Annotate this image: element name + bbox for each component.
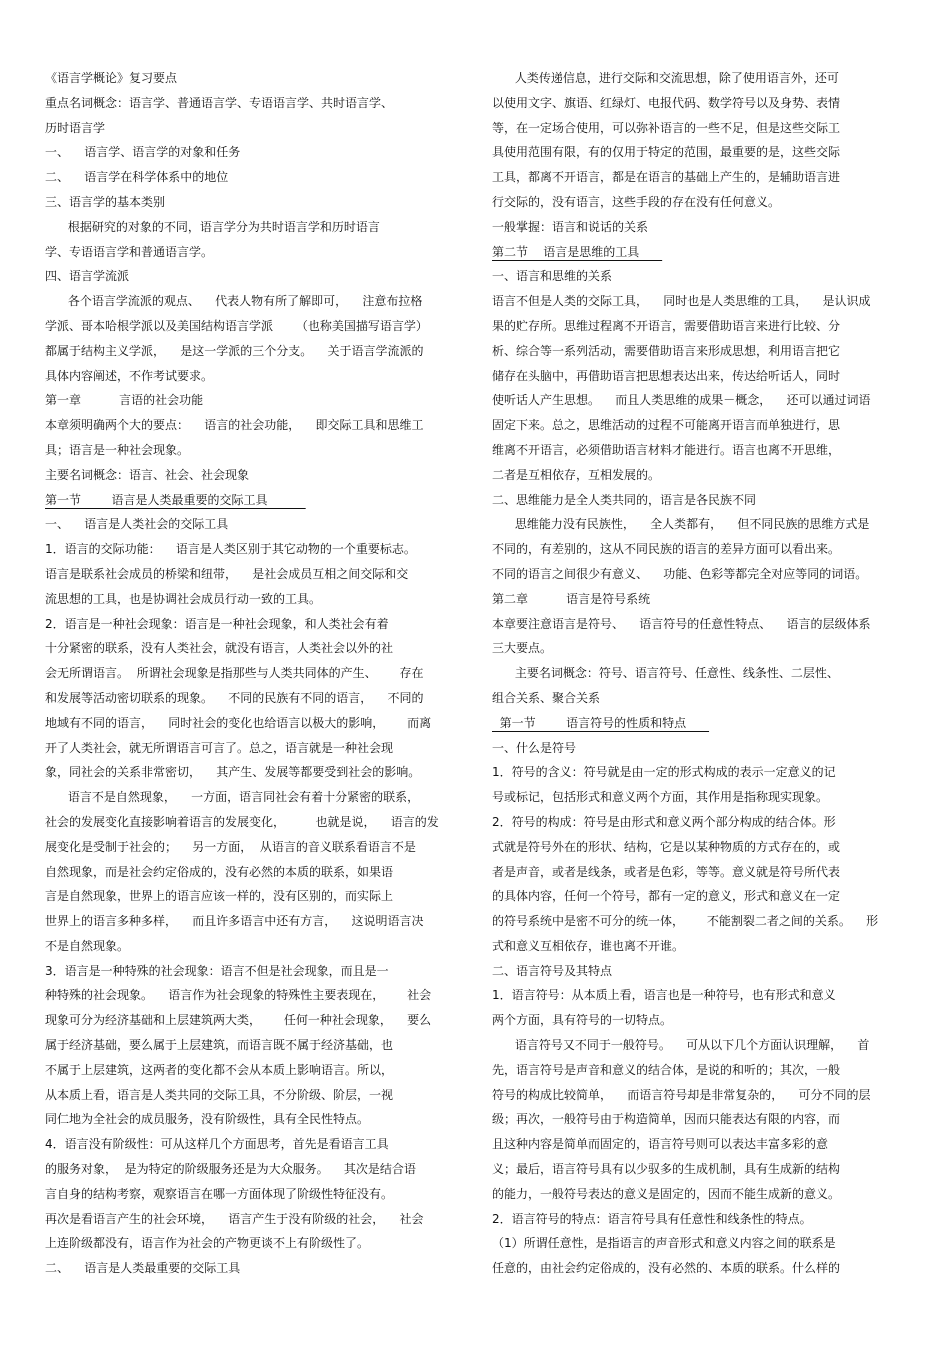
text-line: 者是声音，或者是线条，或者是色彩，等等。意义就是符号所代表	[492, 864, 841, 879]
text-line: 析、综合等一系列活动，需要借助语言来形成思想，利用语言把它	[492, 343, 841, 358]
text-line: 不属于上层建筑，这两者的变化都不会从本质上影响语言。所以，	[45, 1062, 394, 1077]
text-line: 2．语言符号的特点：语言符号具有任意性和线条性的特点。	[492, 1211, 812, 1226]
text-line: 维离不开语言，必须借助语言材料才能进行。语言也离不开思维，	[492, 442, 841, 457]
text-line: 世界上的语言多种多样， 而且许多语言中还有方言， 这说明语言决	[45, 914, 424, 929]
text-line: 第一章 言语的社会功能	[45, 393, 204, 408]
text-line: 式和意义互相依存，谁也离不开谁。	[492, 938, 685, 953]
text-line: 任意的，由社会约定俗成的，没有必然的、本质的联系。什么样的	[492, 1261, 841, 1276]
text-line: 不是自然现象。	[45, 938, 130, 953]
text-line: 储存在头脑中，再借助语言把思想表达出来，传达给听话人，同时	[492, 368, 841, 383]
text-line: 和发展等活动密切联系的现象。 不同的民族有不同的语言， 不同的	[45, 690, 424, 705]
text-line: 种特殊的社会现象。 语言作为社会现象的特殊性主要表现在， 社会	[45, 988, 432, 1003]
text-line: 本章须明确两个大的要点： 语言的社会功能， 即交际工具和思维工	[45, 418, 424, 433]
text-line: 地域有不同的语言， 同时社会的变化也给语言以极大的影响， 而离	[45, 715, 432, 730]
text-line: 三、语言学的基本类别	[45, 194, 166, 209]
text-line: 固定下来。总之，思维活动的过程不可能离开语言而单独进行，思	[492, 418, 841, 433]
text-line: 果的贮存所。思维过程离不开语言，需要借助语言来进行比较、分	[492, 318, 841, 333]
text-line: 号或标记，包括形式和意义两个方面，其作用是指称现实现象。	[492, 790, 829, 805]
text-line: 言自身的结构考察，观察语言在哪一方面体现了阶级性特征没有。	[45, 1186, 394, 1201]
text-line: 开了人类社会，就无所谓语言可言了。总之，语言就是一种社会现	[45, 740, 394, 755]
text-line: 会无所谓语言。 所谓社会现象是指那些与人类共同体的产生、 存在	[45, 666, 424, 681]
text-line: 展变化是受制于社会的； 另一方面， 从语言的音义联系看语言不是	[45, 839, 416, 854]
text-line: 社会的发展变化直接影响着语言的发展变化， 也就是说， 语言的发	[45, 814, 439, 829]
text-line: 的服务对象， 是为特定的阶级服务还是为大众服务。 其次是结合语	[45, 1162, 416, 1177]
text-line: 语言不是自然现象， 一方面，语言同社会有着十分紧密的联系，	[45, 790, 420, 805]
text-line: 先，语言符号是声音和意义的结合体，是说的和听的；其次，一般	[492, 1062, 841, 1077]
text-line: 4．语言没有阶级性：可从这样几个方面思考，首先是看语言工具	[45, 1137, 389, 1152]
text-line: 两个方面，具有符号的一切特点。	[492, 1013, 673, 1028]
text-line: 具体内容阐述，不作考试要求。	[45, 368, 214, 383]
text-line: 第一节 语言符号的性质和特点	[492, 715, 710, 730]
text-line: 语言是联系社会成员的桥梁和纽带， 是社会成员互相之间交际和交	[45, 566, 409, 581]
text-line: 三大要点。	[492, 641, 553, 656]
right-column	[492, 66, 912, 1281]
text-line: 现象可分为经济基础和上层建筑两大类， 任何一种社会现象， 要么	[45, 1013, 432, 1028]
text-line: 上连阶级都没有，语言作为社会的产物更谈不上有阶级性了。	[45, 1236, 370, 1251]
text-line: 等，在一定场合使用，可以弥补语言的一些不足，但是这些交际工	[492, 120, 841, 135]
text-line: 人类传递信息，进行交际和交流思想，除了使用语言外，还可	[492, 71, 839, 85]
text-line: 级；再次，一般符号由于构造简单，因而只能表达有限的内容，而	[492, 1112, 841, 1127]
left-column	[45, 66, 465, 1281]
text-line: 2．语言是一种社会现象：语言是一种社会现象，和人类社会有着	[45, 616, 389, 631]
text-line: 主要名词概念：符号、语言符号、任意性、线条性、二层性、	[492, 666, 839, 681]
text-line: 的具体内容，任何一个符号，都有一定的意义，形式和意义在一定	[492, 889, 841, 904]
text-line: 一般掌握：语言和说话的关系	[492, 219, 649, 234]
text-line: 3．语言是一种特殊的社会现象：语言不但是社会现象，而且是一	[45, 963, 389, 978]
text-line: 二、 语言是人类最重要的交际工具	[45, 1261, 241, 1276]
text-line: 学派、哥本哈根学派以及美国结构语言学派 （也称美国描写语言学）	[45, 318, 428, 333]
text-line: 第一节 语言是人类最重要的交际工具	[45, 492, 306, 507]
text-line: 四、语言学流派	[45, 269, 130, 284]
text-line: 再次是看语言产生的社会环境， 语言产生于没有阶级的社会， 社会	[45, 1211, 424, 1226]
text-line: 学、专语语言学和普通语言学。	[45, 244, 214, 259]
text-line: 流思想的工具，也是协调社会成员行动一致的工具。	[45, 591, 322, 606]
text-line: 语言符号又不同于一般符号。 可从以下几个方面认识理解， 首	[492, 1038, 870, 1053]
text-line: 不同的语言之间很少有意义、 功能、色彩等都完全对应等同的词语。	[492, 566, 868, 581]
text-line: 思维能力没有民族性， 全人类都有， 但不同民族的思维方式是	[492, 517, 870, 532]
text-line: 式就是符号外在的形状、结构，它是以某种物质的方式存在的，或	[492, 839, 841, 854]
text-line: 本章要注意语言是符号、 语言符号的任意性特点、 语言的层级体系	[492, 616, 871, 631]
text-line: 二、语言符号及其特点	[492, 963, 613, 978]
text-line: 具使用范围有限，有的仅用于特定的范围，最重要的是，这些交际	[492, 145, 841, 160]
text-line: 一、 语言学、语言学的对象和任务	[45, 145, 241, 160]
text-line: 二、思维能力是全人类共同的，语言是各民族不同	[492, 492, 757, 507]
text-line: 主要名词概念：语言、社会、社会现象	[45, 467, 250, 482]
text-line: 的能力，一般符号表达的意义是固定的，因而不能生成新的意义。	[492, 1186, 841, 1201]
text-line: 第二节 语言是思维的工具	[492, 244, 663, 259]
text-line: 一、什么是符号	[492, 740, 577, 755]
text-line: 各个语言学流派的观点、 代表人物有所了解即可， 注意布拉格	[45, 294, 423, 309]
text-line: 一、语言和思维的关系	[492, 269, 613, 284]
text-line: 以使用文字、旗语、红绿灯、电报代码、数学符号以及身势、表情	[492, 95, 841, 110]
text-line: 且这种内容是简单而固定的，语言符号则可以表达丰富多彩的意	[492, 1137, 829, 1152]
text-line: 一、 语言是人类社会的交际工具	[45, 517, 229, 532]
text-line: 根据研究的对象的不同，语言学分为共时语言学和历时语言	[45, 219, 380, 234]
text-line: 符号的构成比较简单， 而语言符号却是非常复杂的， 可分不同的层	[492, 1087, 871, 1102]
text-line: 历时语言学	[45, 120, 106, 135]
text-line: 1．符号的含义：符号就是由一定的形式构成的表示一定意义的记	[492, 765, 836, 780]
text-line: 2．符号的构成：符号是由形式和意义两个部分构成的结合体。形	[492, 814, 836, 829]
text-line: 行交际的，没有语言，这些手段的存在没有任何意义。	[492, 194, 781, 209]
text-line: 都属于结构主义学派， 是这一学派的三个分支。 关于语言学流派的	[45, 343, 424, 358]
text-line: 不同的，有差别的，这从不同民族的语言的差异方面可以看出来。	[492, 542, 841, 557]
text-line: 同仁地为全社会的成员服务，没有阶级性，具有全民性特点。	[45, 1112, 370, 1127]
text-line: 工具，都离不开语言，都是在语言的基础上产生的，是辅助语言进	[492, 170, 841, 185]
text-line: 言是自然现象，世界上的语言应该一样的，没有区别的，而实际上	[45, 889, 394, 904]
text-line: 具；语言是一种社会现象。	[45, 442, 190, 457]
text-line: 第二章 语言是符号系统	[492, 591, 651, 606]
text-line: （1）所谓任意性，是指语言的声音形式和意义内容之间的联系是	[492, 1236, 836, 1251]
text-line: 二、 语言学在科学体系中的地位	[45, 170, 229, 185]
text-line: 1．语言的交际功能： 语言是人类区别于其它动物的一个重要标志。	[45, 542, 416, 557]
text-line: 《语言学概论》复习要点	[45, 71, 178, 85]
text-line: 象，同社会的关系非常密切， 其产生、发展等都要受到社会的影响。	[45, 765, 421, 780]
text-line: 十分紧密的联系，没有人类社会，就没有语言，人类社会以外的社	[45, 641, 394, 656]
text-line: 1．语言符号：从本质上看，语言也是一种符号，也有形式和意义	[492, 988, 836, 1003]
text-line: 重点名词概念：语言学、普通语言学、专语语言学、共时语言学、	[45, 95, 394, 110]
text-line: 组合关系、聚合关系	[492, 690, 601, 705]
text-line: 的符号系统中是密不可分的统一体， 不能割裂二者之间的关系。 形	[492, 914, 879, 929]
text-line: 义；最后，语言符号具有以少驭多的生成机制，具有生成新的结构	[492, 1162, 841, 1177]
text-line: 语言不但是人类的交际工具， 同时也是人类思维的工具， 是认识成	[492, 294, 871, 309]
text-line: 属于经济基础，要么属于上层建筑，而语言既不属于经济基础，也	[45, 1038, 394, 1053]
text-line: 从本质上看，语言是人类共同的交际工具，不分阶级、阶层，一视	[45, 1087, 394, 1102]
text-line: 自然现象，而是社会约定俗成的，没有必然的本质的联系，如果语	[45, 864, 394, 879]
text-line: 二者是互相依存，互相发展的。	[492, 467, 661, 482]
text-line: 使听话人产生思想。 而且人类思维的成果－概念， 还可以通过词语	[492, 393, 871, 408]
